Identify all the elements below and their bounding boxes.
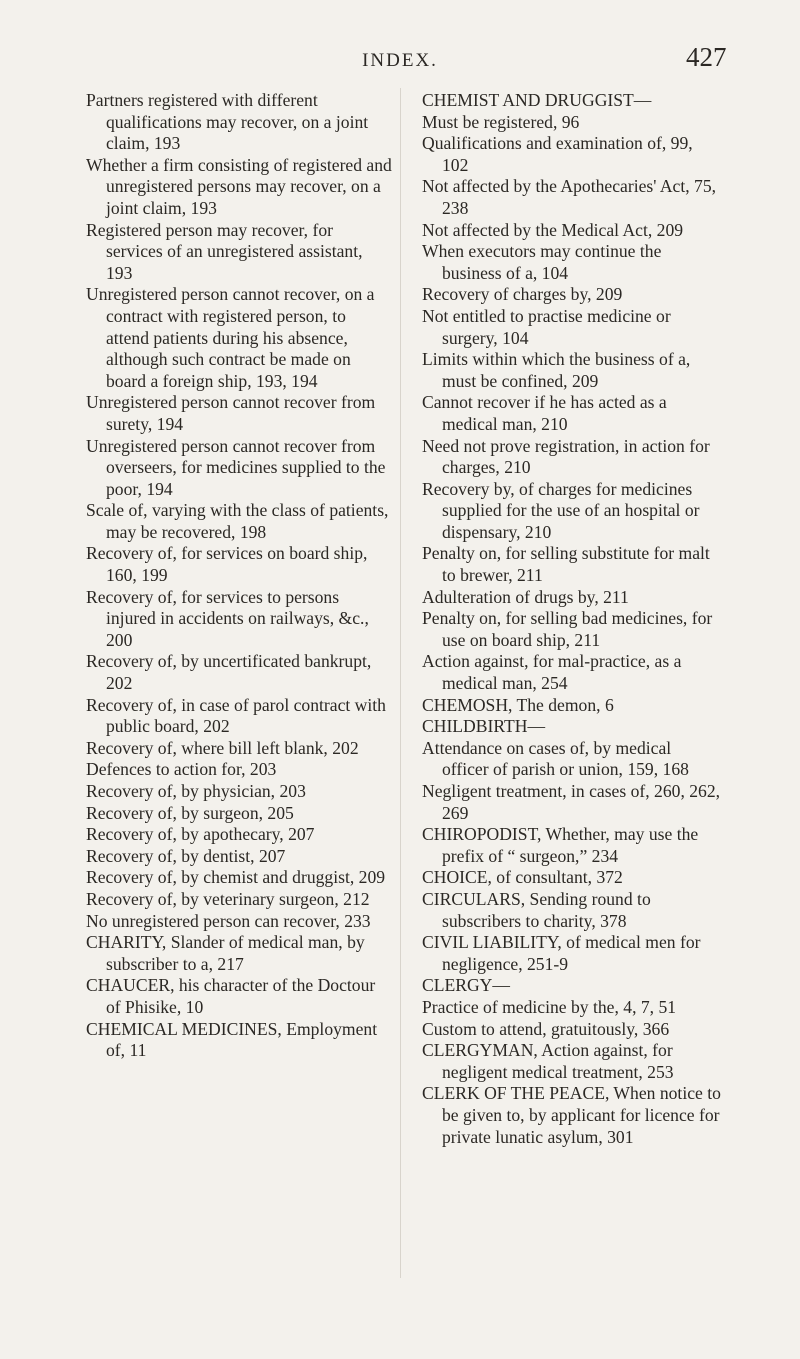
index-heading-chemist: CHEMIST AND DRUGGIST—	[422, 90, 652, 110]
index-entry: Limits within which the business of a, must be confined, 209	[422, 349, 691, 391]
index-entry: Adulteration of drugs by, 211	[422, 586, 629, 607]
index-entry: Custom to attend, gratuitously, 366	[422, 1018, 670, 1039]
index-entry: Not affected by the Medical Act, 209	[422, 219, 684, 240]
index-entry: Penalty on, for selling substitute for malt to brewer, 211	[422, 543, 710, 586]
index-entry: Whether a firm consisting of registered and unregistered persons may recover, on a joint claim, 193	[86, 154, 392, 218]
index-heading-childbirth: CHILDBIRTH—	[422, 716, 546, 737]
index-heading-chemosh: CHEMOSH, The demon, 6	[422, 694, 614, 715]
left-column	[86, 90, 392, 1062]
index-entry: Not entitled to practise medicine or surgery, 104	[422, 305, 671, 348]
index-entry: Recovery of, where bill left blank, 202	[86, 737, 359, 758]
index-entry: Qualifications and examination of, 99, 102	[422, 133, 693, 175]
index-entry: Unregistered person cannot recover from overseers, for medicines supplied to the poor, 194	[86, 435, 386, 499]
index-entry: Recovery of, by chemist and druggist, 209	[86, 867, 386, 888]
index-entry: Must be registered, 96	[422, 111, 580, 132]
index-entry: Partners registered with different qualifications may recover, on a joint claim, 193	[86, 90, 369, 154]
running-head: INDEX.	[362, 50, 438, 71]
index-entry: Recovery of, in case of parol contract with public board, 202	[86, 694, 386, 737]
right-column	[422, 90, 722, 1148]
index-entry: Recovery of, by veterinary surgeon, 212	[86, 888, 370, 909]
index-heading-clergyman: CLERGYMAN, Action against, for negligent medical treatment, 253	[422, 1040, 674, 1082]
index-entry: Recovery of, by physician, 203	[86, 781, 306, 801]
index-heading-chemical-medicines: CHEMICAL MEDICINES, Employment of, 11	[86, 1018, 378, 1061]
index-entry: Not affected by the Apothecaries' Act, 75, 238	[422, 176, 717, 218]
index-entry: When executors may continue the business of a, 104	[422, 241, 662, 283]
index-entry: Action against, for mal-practice, as a medical man, 254	[422, 651, 682, 694]
index-entry: Recovery of, by surgeon, 205	[86, 802, 294, 823]
index-heading-clergy: CLERGY—	[422, 975, 510, 996]
index-heading-civil-liability: CIVIL LIABILITY, of medical men for negligence, 251-9	[422, 932, 701, 974]
index-entry: Attendance on cases of, by medical officer of parish or union, 159, 168	[422, 737, 689, 780]
index-entry: Recovery by, of charges for medicines supplied for the use of an hospital or dispensary, 210	[422, 478, 700, 542]
index-entry: Practice of medicine by the, 4, 7, 51	[422, 996, 677, 1017]
index-entry: Recovery of, for services to persons injured in accidents on railways, &c., 200	[86, 586, 369, 650]
index-entry: Need not prove registration, in action for charges, 210	[422, 435, 710, 478]
index-entry: Penalty on, for selling bad medicines, for use on board ship, 211	[422, 608, 713, 650]
index-entry: Recovery of, for services on board ship, 160, 199	[86, 543, 368, 586]
page-number: 427	[686, 42, 727, 72]
index-heading-circulars: CIRCULARS, Sending round to subscribers to charity, 378	[422, 888, 651, 931]
index-entry: Cannot recover if he has acted as a medical man, 210	[422, 392, 667, 434]
index-entry: Recovery of, by uncertificated bankrupt, 202	[86, 651, 372, 694]
index-heading-chiropodist: CHIROPODIST, Whether, may use the prefix of “ surgeon,” 234	[422, 824, 699, 866]
index-entry: Negligent treatment, in cases of, 260, 262, 269	[422, 781, 721, 823]
index-entry: Defences to action for, 203	[86, 759, 277, 780]
index-entry: No unregistered person can recover, 233	[86, 910, 371, 931]
column-divider	[400, 88, 401, 1278]
index-entry: Recovery of, by apothecary, 207	[86, 824, 315, 845]
index-heading-chaucer: CHAUCER, his character of the Doctour of Phisike, 10	[86, 975, 376, 1017]
index-heading-charity: CHARITY, Slander of medical man, by subscriber to a, 217	[86, 932, 365, 974]
index-heading-clerk-of-the-peace: CLERK OF THE PEACE, When notice to be given to, by applicant for licence for private lunatic asylum, 301	[422, 1083, 721, 1147]
index-heading-choice: CHOICE, of consultant, 372	[422, 867, 623, 888]
index-entry: Scale of, varying with the class of patients, may be recovered, 198	[86, 500, 389, 542]
index-entry: Unregistered person cannot recover, on a contract with registered person, to attend patients during his absence, although such contract be made on board a foreign ship, 193, 194	[86, 284, 375, 391]
index-entry: Recovery of charges by, 209	[422, 284, 623, 305]
index-entry: Recovery of, by dentist, 207	[86, 845, 286, 866]
index-entry: Unregistered person cannot recover from surety, 194	[86, 392, 376, 434]
index-entry: Registered person may recover, for services of an unregistered assistant, 193	[86, 219, 363, 283]
